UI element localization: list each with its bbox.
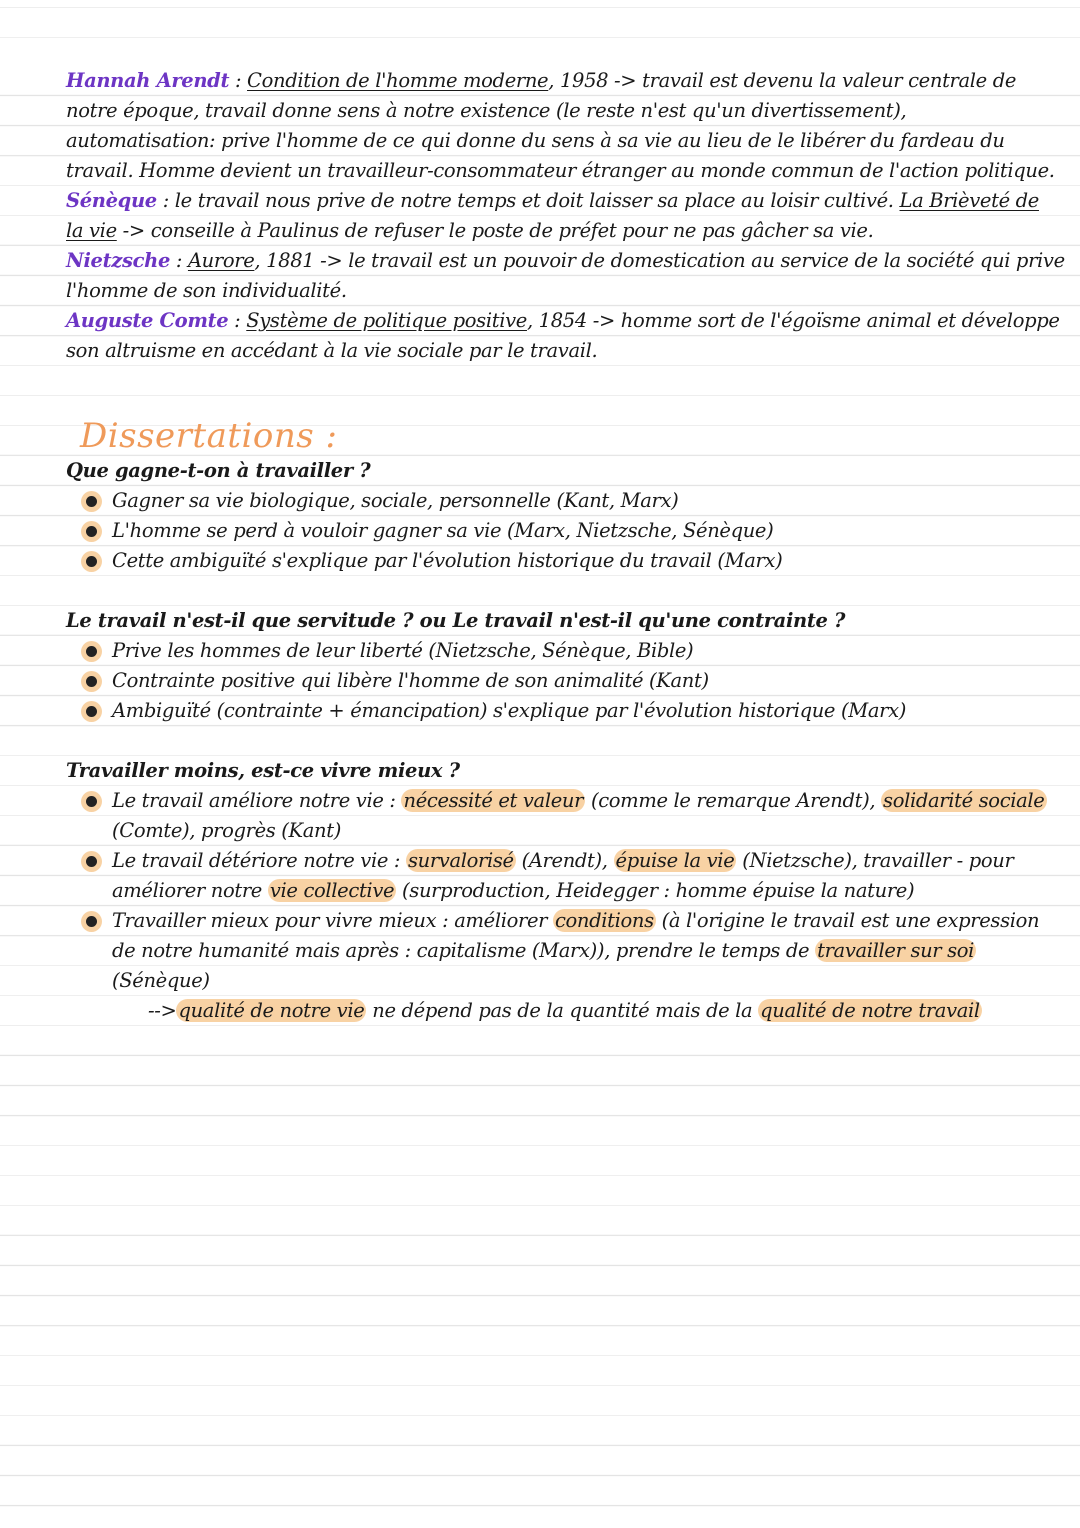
arendt-line-2: notre époque, travail donne sens à notre existence (le reste n'est qu'un divertissement), [66,99,907,122]
d3-bullet-2: Le travail détériore notre vie : survalorisé (Arendt), épuise la vie (Nietzsche), travailler - pour [112,849,1014,872]
highlight: solidarité sociale [883,789,1045,812]
highlight: survalorisé [407,849,514,872]
d2-bullet-2: Contrainte positive qui libère l'homme de son animalité (Kant) [112,669,709,692]
arendt-line-4: travail. Homme devient un travailleur-consommateur étranger au monde commun de l'action politique. [66,159,1055,182]
bullet-dot-icon [86,496,97,507]
highlight: qualité de notre vie [178,999,365,1022]
highlight: qualité de notre travail [760,999,980,1022]
work-title: Système de politique positive [246,309,527,332]
work-title: Condition de l'homme moderne [247,69,549,92]
d3-bullet-2-cont: améliorer notre vie collective (surproduction, Heidegger : homme épuise la nature) [112,879,915,902]
conclusion-line: --> qualité de notre vie ne dépend pas de la quantité mais de la qualité de notre travail [148,999,980,1022]
bullet-dot-icon [86,676,97,687]
question-3: Travailler moins, est-ce vivre mieux ? [66,759,460,782]
d1-bullet-3: Cette ambiguïté s'explique par l'évolution historique du travail (Marx) [112,549,783,572]
highlight: vie collective [269,879,395,902]
bullet-dot-icon [86,646,97,657]
highlight: travailler sur soi [817,939,975,962]
d2-bullet-3: Ambiguïté (contrainte + émancipation) s'explique par l'évolution historique (Marx) [112,699,906,722]
arendt-line-3: automatisation: prive l'homme de ce qui donne du sens à sa vie au lieu de le libérer du fardeau du [66,129,1005,152]
work-title: Aurore [187,249,255,272]
seneque-line-1: Sénèque : le travail nous prive de notre temps et doit laisser sa place au loisir cultivé. La Brièveté de [66,189,1039,212]
nietzsche-line-1: Nietzsche : Aurore, 1881 -> le travail est un pouvoir de domestication au service de la société qui prive [66,249,1065,272]
bullet-dot-icon [86,556,97,567]
highlight: nécessité et valeur [403,789,584,812]
author-name: Sénèque [66,189,157,212]
d3-bullet-3-cont: de notre humanité mais après : capitalisme (Marx)), prendre le temps de travailler sur soi [112,939,975,962]
bullet-dot-icon [86,856,97,867]
bullet-dot-icon [86,526,97,537]
d1-bullet-1: Gagner sa vie biologique, sociale, personnelle (Kant, Marx) [112,489,679,512]
author-name: Hannah Arendt [66,69,230,92]
comte-line-1: Auguste Comte : Système de politique positive, 1854 -> homme sort de l'égoïsme animal et développe [66,309,1060,332]
d2-bullet-1: Prive les hommes de leur liberté (Nietzsche, Sénèque, Bible) [112,639,694,662]
comte-line-2: son altruisme en accédant à la vie sociale par le travail. [66,339,598,362]
section-title: Dissertations : [80,416,338,456]
highlight: épuise la vie [615,849,735,872]
work-title: la vie [66,219,117,242]
d3-bullet-3-cont2: (Sénèque) [112,969,210,992]
author-name: Auguste Comte [66,309,229,332]
nietzsche-line-2: l'homme de son individualité. [66,279,347,302]
d3-bullet-3: Travailler mieux pour vivre mieux : améliorer conditions (à l'origine le travail est une expression [112,909,1040,932]
d3-bullet-1: Le travail améliore notre vie : nécessité et valeur (comme le remarque Arendt), solidarité sociale [112,789,1045,812]
bullet-dot-icon [86,796,97,807]
work-title: La Brièveté de [899,189,1039,212]
arrow-icon: --> [148,999,177,1022]
bullet-dot-icon [86,706,97,717]
d1-bullet-2: L'homme se perd à vouloir gagner sa vie (Marx, Nietzsche, Sénèque) [112,519,774,542]
d3-bullet-1-cont: (Comte), progrès (Kant) [112,819,341,842]
bullet-dot-icon [86,916,97,927]
question-2: Le travail n'est-il que servitude ? ou Le travail n'est-il qu'une contrainte ? [66,609,846,632]
seneque-line-2: la vie -> conseille à Paulinus de refuser le poste de préfet pour ne pas gâcher sa vie. [66,219,874,242]
author-name: Nietzsche [66,249,171,272]
arendt-line-1: Hannah Arendt : Condition de l'homme moderne, 1958 -> travail est devenu la valeur centrale de [66,69,1017,92]
question-1: Que gagne-t-on à travailler ? [66,459,371,482]
highlight: conditions [554,909,654,932]
